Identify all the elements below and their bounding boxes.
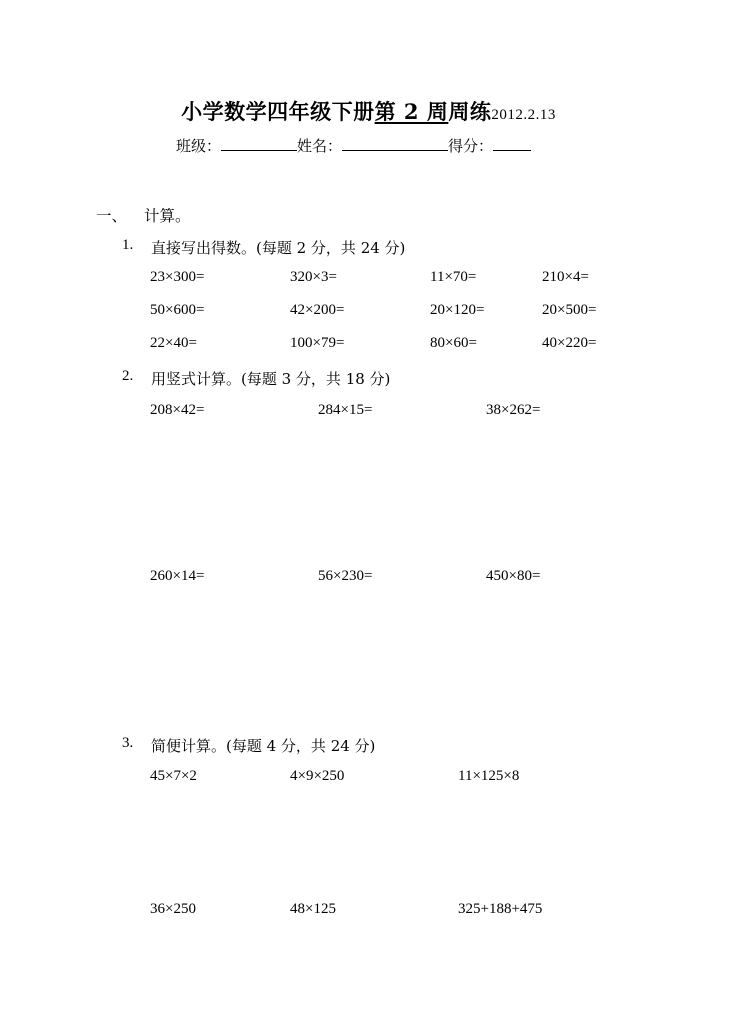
student-info-line	[176, 135, 531, 156]
question-3-number: 3.	[122, 735, 134, 751]
q3-item: 36×250	[150, 901, 196, 917]
title-date: 2012.2.13	[491, 107, 556, 123]
section-heading: 计算。	[144, 207, 191, 225]
q2-item: 38×262=	[486, 402, 541, 418]
name-label: 姓名：	[297, 137, 343, 155]
q1-item: 23×300=	[150, 269, 205, 285]
q1-item: 320×3=	[290, 269, 337, 285]
q2-item: 450×80=	[486, 568, 541, 584]
q3-item: 48×125	[290, 901, 336, 917]
q3-item: 45×7×2	[150, 768, 197, 784]
q2-item: 56×230=	[318, 568, 373, 584]
q1-item: 80×60=	[430, 335, 477, 351]
q1-item: 42×200=	[290, 302, 345, 318]
q1-item: 100×79=	[290, 335, 345, 351]
class-field[interactable]	[221, 136, 297, 151]
q3-item: 325+188+475	[458, 901, 543, 917]
q2-item: 284×15=	[318, 402, 373, 418]
q1-item: 20×120=	[430, 302, 485, 318]
q3-item: 4×9×250	[290, 768, 345, 784]
q1-item: 22×40=	[150, 335, 197, 351]
score-field[interactable]	[493, 136, 531, 151]
question-3-instruction: 简便计算。(每题 4 分，共 24 分)	[151, 737, 376, 755]
q1-item: 40×220=	[542, 335, 597, 351]
question-2-number: 2.	[122, 368, 134, 384]
title-main: 小学数学四年级下册	[181, 99, 375, 124]
title-week: 第 2 周	[374, 99, 449, 124]
q1-item: 210×4=	[542, 269, 589, 285]
question-1-instruction: 直接写出得数。(每题 2 分，共 24 分)	[151, 239, 406, 257]
q1-item: 20×500=	[542, 302, 597, 318]
q3-item: 11×125×8	[458, 768, 520, 784]
question-2-instruction: 用竖式计算。(每题 3 分，共 18 分)	[151, 370, 391, 388]
score-label: 得分：	[448, 137, 494, 155]
title-suffix: 周练	[448, 99, 492, 124]
section-number: 一、	[96, 207, 128, 225]
q2-item: 260×14=	[150, 568, 205, 584]
q1-item: 11×70=	[430, 269, 477, 285]
question-1-number: 1.	[122, 237, 134, 253]
page-title	[0, 96, 737, 126]
q2-item: 208×42=	[150, 402, 205, 418]
name-field[interactable]	[342, 136, 448, 151]
q1-item: 50×600=	[150, 302, 205, 318]
class-label: 班级：	[176, 137, 222, 155]
